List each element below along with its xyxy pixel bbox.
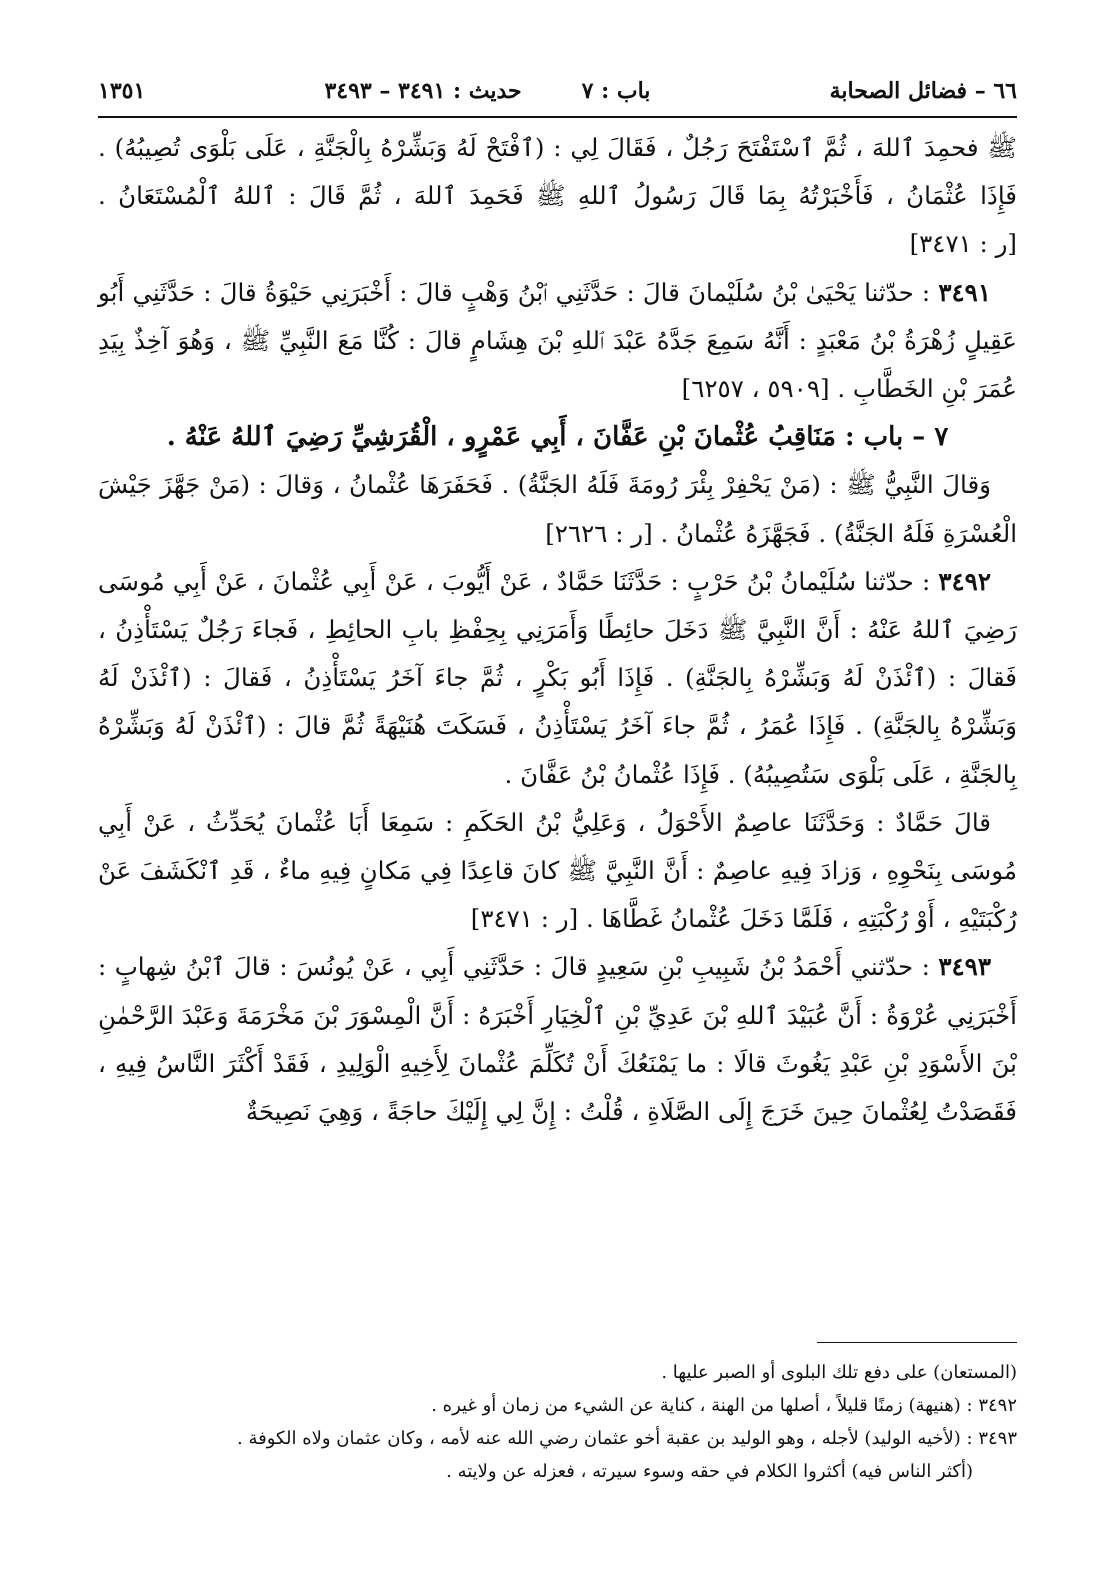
continuation-reference: [ر : ٣٤٧١]: [909, 229, 1017, 259]
chapter-intro: [98, 461, 1017, 557]
hadith-continuation-text-3492: قالَ حَمَّادٌ : وَحَدَّثَنَا عاصِمٌ الأَحْوَلُ ، وَعَلِيُّ بْنُ الحَكَمِ : سَمِعَا أَبَا عُثْمانَ يُحَدِّثُ ، عَنْ أَبِي مُوسَى بِنَحْوِهِ ، وَزادَ فِيهِ عاصِمٌ : أَنَّ النَّبِيَّ ﷺ كانَ قاعِدًا فِي مَكانٍ فِيهِ ماءٌ ، قَدِ ٱنْكَشَفَ عَنْ رُكْبَتَيْهِ ، أَوْ رُكْبَتِهِ ، فَلَمَّا دَخَلَ عُثْمانُ غَطَّاهَا .: [98, 807, 1017, 934]
footnotes: [98, 1356, 1017, 1488]
chapter-intro-text: وَقالَ النَّبِيُّ ﷺ : (مَنْ يَحْفِرْ بِئْرَ رُومَةَ فَلَهُ الجَنَّةُ) . فَحَفَرَهَا عُثْمانُ ، وَقالَ : (مَنْ جَهَّزَ جَيْشَ الْعُسْرَةِ فَلَهُ الجَنَّةُ) . فَجَهَّزَهُ عُثْمانُ .: [98, 470, 1017, 548]
hadith-number-3493: ٣٤٩٣: [938, 952, 991, 982]
hadith-text-3493: : حدّثني أَحْمَدُ بْنُ شَبِيبِ بْنِ سَعِيدٍ قالَ : حَدَّثَنِي أَبِي ، عَنْ يُونُسَ : قالَ ٱبْنُ شِهابٍ : أَخْبَرَنِي عُرْوَةُ : أَنَّ عُبَيْدَ ٱللهِ بْنَ عَدِيِّ بْنِ ٱلْخِيَارِ أَخْبَرَهُ : أَنَّ الْمِسْوَرَ بْنَ مَخْرَمَةَ وَعَبْدَ الرَّحْمٰنِ بْنَ الأَسْوَدِ بْنِ عَبْدِ يَغُوثَ قالَا : ما يَمْنَعُكَ أَنْ تُكَلِّمَ عُثْمانَ لِأَخِيهِ الْوَلِيدِ ، فَقَدْ أَكْثَرَ النَّاسُ فِيهِ ، فَقَصَدْتُ لِعُثْمانَ حِينَ خَرَجَ إِلَى الصَّلَاةِ ، قُلْتُ : إِنَّ لِي إِلَيْكَ حاجَةً ، وَهِيَ نَصِيحَةٌ: [98, 952, 1017, 1127]
chapter-reference: باب : ٧: [581, 78, 651, 104]
footnote-item: (أكثر الناس فيه) أكثروا الكلام في حقه وسوء سيرته ، فعزله عن ولايته .: [446, 1461, 973, 1482]
footnote-item: ٣٤٩٣ : (لأخيه الوليد) لأجله ، وهو الوليد بن عقبة أخو عثمان رضي الله عنه لأمه ، وكان عثمان ولاه الكوفة .: [237, 1428, 1017, 1449]
hadith-3493: [98, 943, 1017, 1136]
continuation-line-1: ﷺ فحمِدَ ٱللهَ ، ثُمَّ ٱسْتَفْتَحَ رَجُلٌ ، فَقَالَ لِي : (ٱفْتَحْ لَهُ وَبَشِّرْهُ بِالْجَنَّةِ ، عَلَى بَلْوَى تُصِيبُهُ) .: [98, 133, 1017, 162]
hadith-reference-3491: [٥٩٠٩ ، ٦٢٥٧]: [681, 374, 830, 404]
footnote-separator: [817, 1342, 1017, 1343]
book-title: ٦٦ – فضائل الصحابة: [829, 78, 1017, 104]
hadith-reference-3492: [ر : ٣٤٧١]: [470, 904, 579, 934]
footnote-item: (المستعان) على دفع تلك البلوى أو الصبر عليها .: [661, 1362, 1017, 1383]
continuation-paragraph: [98, 124, 1017, 269]
hadith-3492-continuation: [98, 799, 1017, 944]
continuation-line-2: فَإِذَا عُثْمَانُ ، فَأَخْبَرْتُهُ بِمَا قَالَ رَسُولُ ٱللهِ ﷺ فَحَمِدَ ٱللهَ ، ثُمَّ قَالَ : ٱللهُ ٱلْمُسْتَعَانُ .: [98, 181, 1017, 211]
main-text: [98, 124, 1017, 1136]
hadith-3492: [98, 558, 1017, 799]
hadith-text-3491: : حدّثنا يَحْيَىٰ بْنُ سُلَيْمانَ قالَ : حَدَّثَنِي ٱبْنُ وَهْبٍ قالَ : أَخْبَرَنِي حَيْوَةُ قالَ : حَدَّثَنِي أَبُو عَقِيلٍ زُهْرَةُ بْنُ مَعْبَدٍ : أَنَّهُ سَمِعَ جَدَّهُ عَبْدَ ٱللهِ بْنَ هِشَامٍ قالَ : كُنَّا مَعَ النَّبِيِّ ﷺ ، وَهُوَ آخِذٌ بِيَدِ عُمَرَ بْنِ الخَطَّابِ .: [98, 277, 1017, 404]
footnote-item: ٣٤٩٢ : (هنيهة) زمنًا قليلاً ، أصلها من الهنة ، كناية عن الشيء من زمان أو غيره .: [431, 1395, 1017, 1416]
hadith-range: حديث : ٣٤٩١ – ٣٤٩٣: [324, 78, 522, 104]
book-page: [98, 78, 1017, 1571]
chapter-intro-reference: [ر : ٢٦٢٦]: [545, 518, 653, 548]
hadith-3491: [98, 269, 1017, 414]
hadith-number-3491: ٣٤٩١: [938, 277, 991, 307]
hadith-text-3492: : حدّثنا سُلَيْمانُ بْنُ حَرْبٍ : حَدَّثَنَا حَمَّادٌ ، عَنْ أَيُّوبَ ، عَنْ أَبِي عُثْمانَ ، عَنْ أَبِي مُوسَى رَضِيَ ٱللهُ عَنْهُ : أَنَّ النَّبِيَّ ﷺ دَخَلَ حائِطًا وَأَمَرَنِي بِحِفْظِ بابِ الحائِطِ ، فَجاءَ رَجُلٌ يَسْتَأْذِنُ ، فَقالَ : (ٱئْذَنْ لَهُ وَبَشِّرْهُ بِالجَنَّةِ) . فَإِذَا أَبُو بَكْرٍ ، ثُمَّ جاءَ آخَرُ يَسْتَأْذِنُ ، فَقالَ : (ٱئْذَنْ لَهُ وَبَشِّرْهُ بِالجَنَّةِ) . فَإِذَا عُمَرُ ، ثُمَّ جاءَ آخَرُ يَسْتَأْذِنُ ، فَسَكَتَ هُنَيْهَةً ثُمَّ قالَ : (ٱئْذَنْ لَهُ وَبَشِّرْهُ بِالجَنَّةِ ، عَلَى بَلْوَى سَتُصِيبُهُ) . فَإِذَا عُثْمانُ بْنُ عَفَّانَ .: [98, 566, 1017, 789]
running-header: [98, 78, 1017, 118]
chapter-title: ٧ – باب : مَنَاقِبُ عُثْمانَ بْنِ عَفَّانَ ، أَبِي عَمْرٍو ، الْقُرَشِيِّ رَضِيَ ٱللهُ عَنْهُ .: [166, 422, 949, 453]
hadith-number-3492: ٣٤٩٢: [938, 566, 991, 596]
page-number: ١٣٥١: [98, 78, 146, 104]
